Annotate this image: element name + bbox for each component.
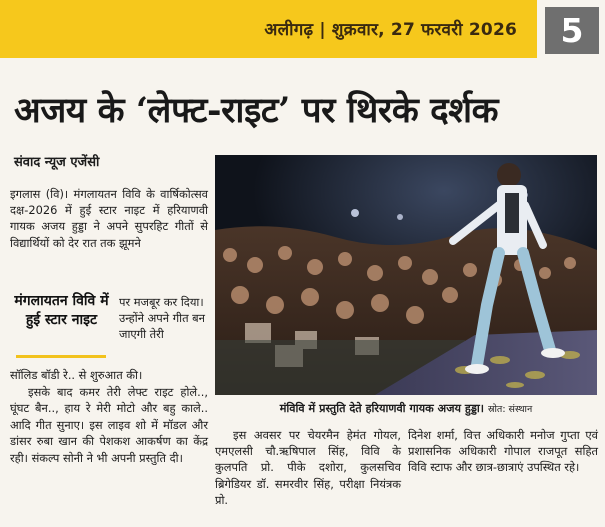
city-name: अलीगढ़ [264,20,314,40]
headline: अजय के ‘लेफ्ट-राइट’ पर थिरके दर्शक [14,90,499,131]
photo-caption [215,401,597,416]
concert-photo-illustration [215,155,597,395]
wrapped-paragraph: पर मजबूर कर दिया। उन्होंने अपने गीत बन जाएगी तेरी [119,295,206,342]
article-continued [10,367,208,466]
dateline: अलीगढ़ | शुक्रवार, 27 फरवरी 2026 [264,20,517,40]
right-paragraph: दिनेश शर्मा, वित्त अधिकारी मनोज गुप्ता एवं प्रशासनिक अधिकारी गोपाल राजपूत सहित विवि स्टाफ और छात्र-छात्राएं उपस्थित रहे। [408,428,598,475]
article-mid-column [215,427,401,508]
photo-credit: स्रोत: संस्थान [487,404,533,415]
pull-quote: मंगलायतन विवि में हुई स्टार नाइट [14,293,109,328]
page-number: 5 [545,7,599,54]
date: शुक्रवार, 27 फरवरी 2026 [331,20,517,40]
continued-line: सॉलिड बॉडी रे.. से शुरुआत की। [10,368,143,382]
caption-text: मंविवि में प्रस्तुति देते हरियाणवी गायक अजय हुड्डा। [279,402,485,415]
article-intro [10,186,208,251]
paragraph-2: इसके बाद कमर तेरी लेफ्ट राइट होले.., घूंघट बैन.., हाय रे मेरी मोटो और बहु काले.. आदि गीत सुनाए। इस लाइव शो में मॉडल और डांसर रुबा खान की पेशकश आकर्षण का केंद्र रही। संकल्प सोनी ने भी अपनी प्रस्तुति दी। [10,384,208,465]
intro-paragraph: इगलास (वि)। मंगलायतन विवि के वार्षिकोत्सव दक्ष-2026 में हुई स्टार नाइट में हरियाणवी गायक अजय हुड्डा ने अपने सुपरहिट गीतों से विद्यार्थियों को देर रात तक झूमने [10,187,208,250]
masthead-bar [0,0,537,58]
byline: संवाद न्यूज एजेंसी [14,155,100,170]
pull-quote-underline [16,355,106,358]
mid-paragraph: इस अवसर पर चेयरमैन हेमंत गोयल, एमएलसी चौ.ऋषिपाल सिंह, विवि के कुलपति प्रो. पीके दशोरा, कुलसचिव ब्रिगेडियर डॉ. समरवीर सिंह, परीक्षा नियंत्रक प्रो. [215,428,401,507]
wrapped-text [119,294,208,343]
article-right-column [408,427,598,476]
concert-photo [215,155,597,395]
